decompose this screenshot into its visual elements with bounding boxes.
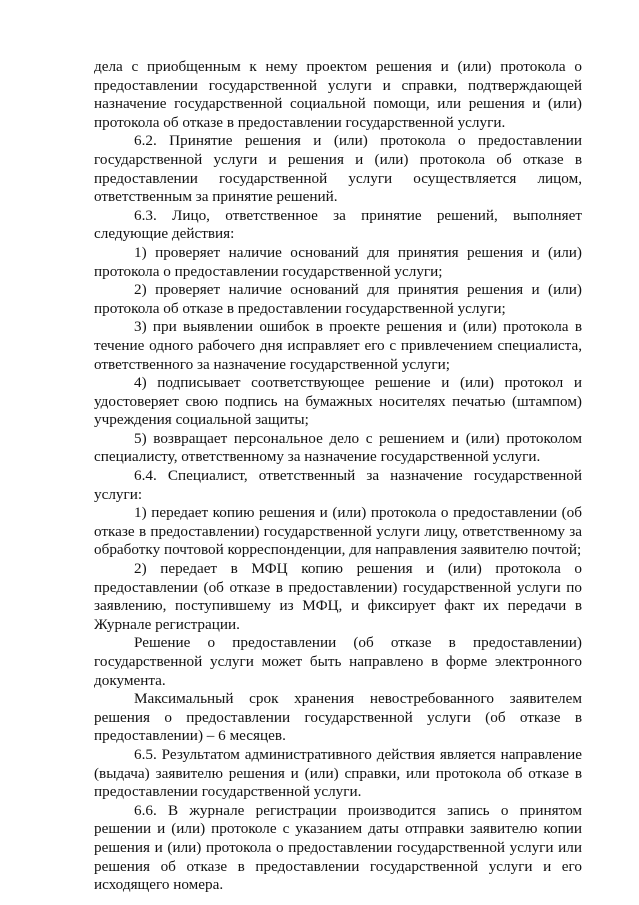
list-item-6-3-4: 4) подписывает соответствующее решение и (или) протокол и удостоверяет свою подпись на бумажных носителях печатью (штампом) учреждения социальной защиты; — [94, 374, 582, 429]
paragraph-storage-period: Максимальный срок хранения невостребованного заявителем решения о предоставлении государственной услуги (об отказе в предоставлении) – 6 месяцев. — [94, 690, 582, 745]
paragraph-6-3: 6.3. Лицо, ответственное за принятие решений, выполняет следующие действия: — [94, 206, 582, 243]
list-item-6-4-2: 2) передает в МФЦ копию решения и (или) протокола о предоставлении (об отказе в предоставлении) государственной услуги по заявлению, поступившему из МФЦ, и фиксирует факт их передачи в Журнале регистрации. — [94, 560, 582, 633]
list-item-6-3-3: 3) при выявлении ошибок в проекте решения и (или) протокола в течение одного рабочего дня исправляет его с привлечением специалиста, ответственного за назначение государственной услуги; — [94, 318, 582, 373]
list-item-6-3-1: 1) проверяет наличие оснований для принятия решения и (или) протокола о предоставлении государственной услуги; — [94, 243, 582, 280]
paragraph-6-4: 6.4. Специалист, ответственный за назначение государственной услуги: — [94, 467, 582, 503]
paragraph-electronic-decision: Решение о предоставлении (об отказе в предоставлении) государственной услуги может быть направлено в форме электронного документа. — [94, 634, 582, 689]
list-item-6-4-1: 1) передает копию решения и (или) протокола о предоставлении (об отказе в предоставлении) государственной услуги лицу, ответственному за обработку почтовой корреспонденции, для направления заявителю почтой; — [94, 504, 582, 559]
list-item-6-3-5: 5) возвращает персональное дело с решением и (или) протоколом специалисту, ответственному за назначение государственной услуги. — [94, 429, 582, 466]
paragraph-6-5: 6.5. Результатом административного действия является направление (выдача) заявителю решения и (или) справки, или протокола об отказе в предоставлении государственной услуги. — [94, 745, 582, 801]
paragraph-6-2: 6.2. Принятие решения и (или) протокола о предоставлении государственной услуги и решения и (или) протокола об отказе в предоставлении государственной услуги осуществляется лицом, ответственным за принятие решений. — [94, 132, 582, 206]
paragraph-continuation: дела с приобщенным к нему проектом решения и (или) протокола о предоставлении государственной услуги и справки, подтверждающей назначение государственной социальной помощи, или решения и (или) протокола об отказе в предоставлении государственной услуги. — [94, 58, 582, 131]
list-item-6-3-2: 2) проверяет наличие оснований для принятия решения и (или) протокола об отказе в предоставлении государственной услуги; — [94, 281, 582, 317]
paragraph-6-6: 6.6. В журнале регистрации производится запись о принятом решении и (или) протоколе с указанием даты отправки заявителю копии решения и (или) протокола о предоставлении государственной услуги или решения об отказе в предоставлении государственной услуги и его исходящего номера. — [94, 801, 582, 894]
